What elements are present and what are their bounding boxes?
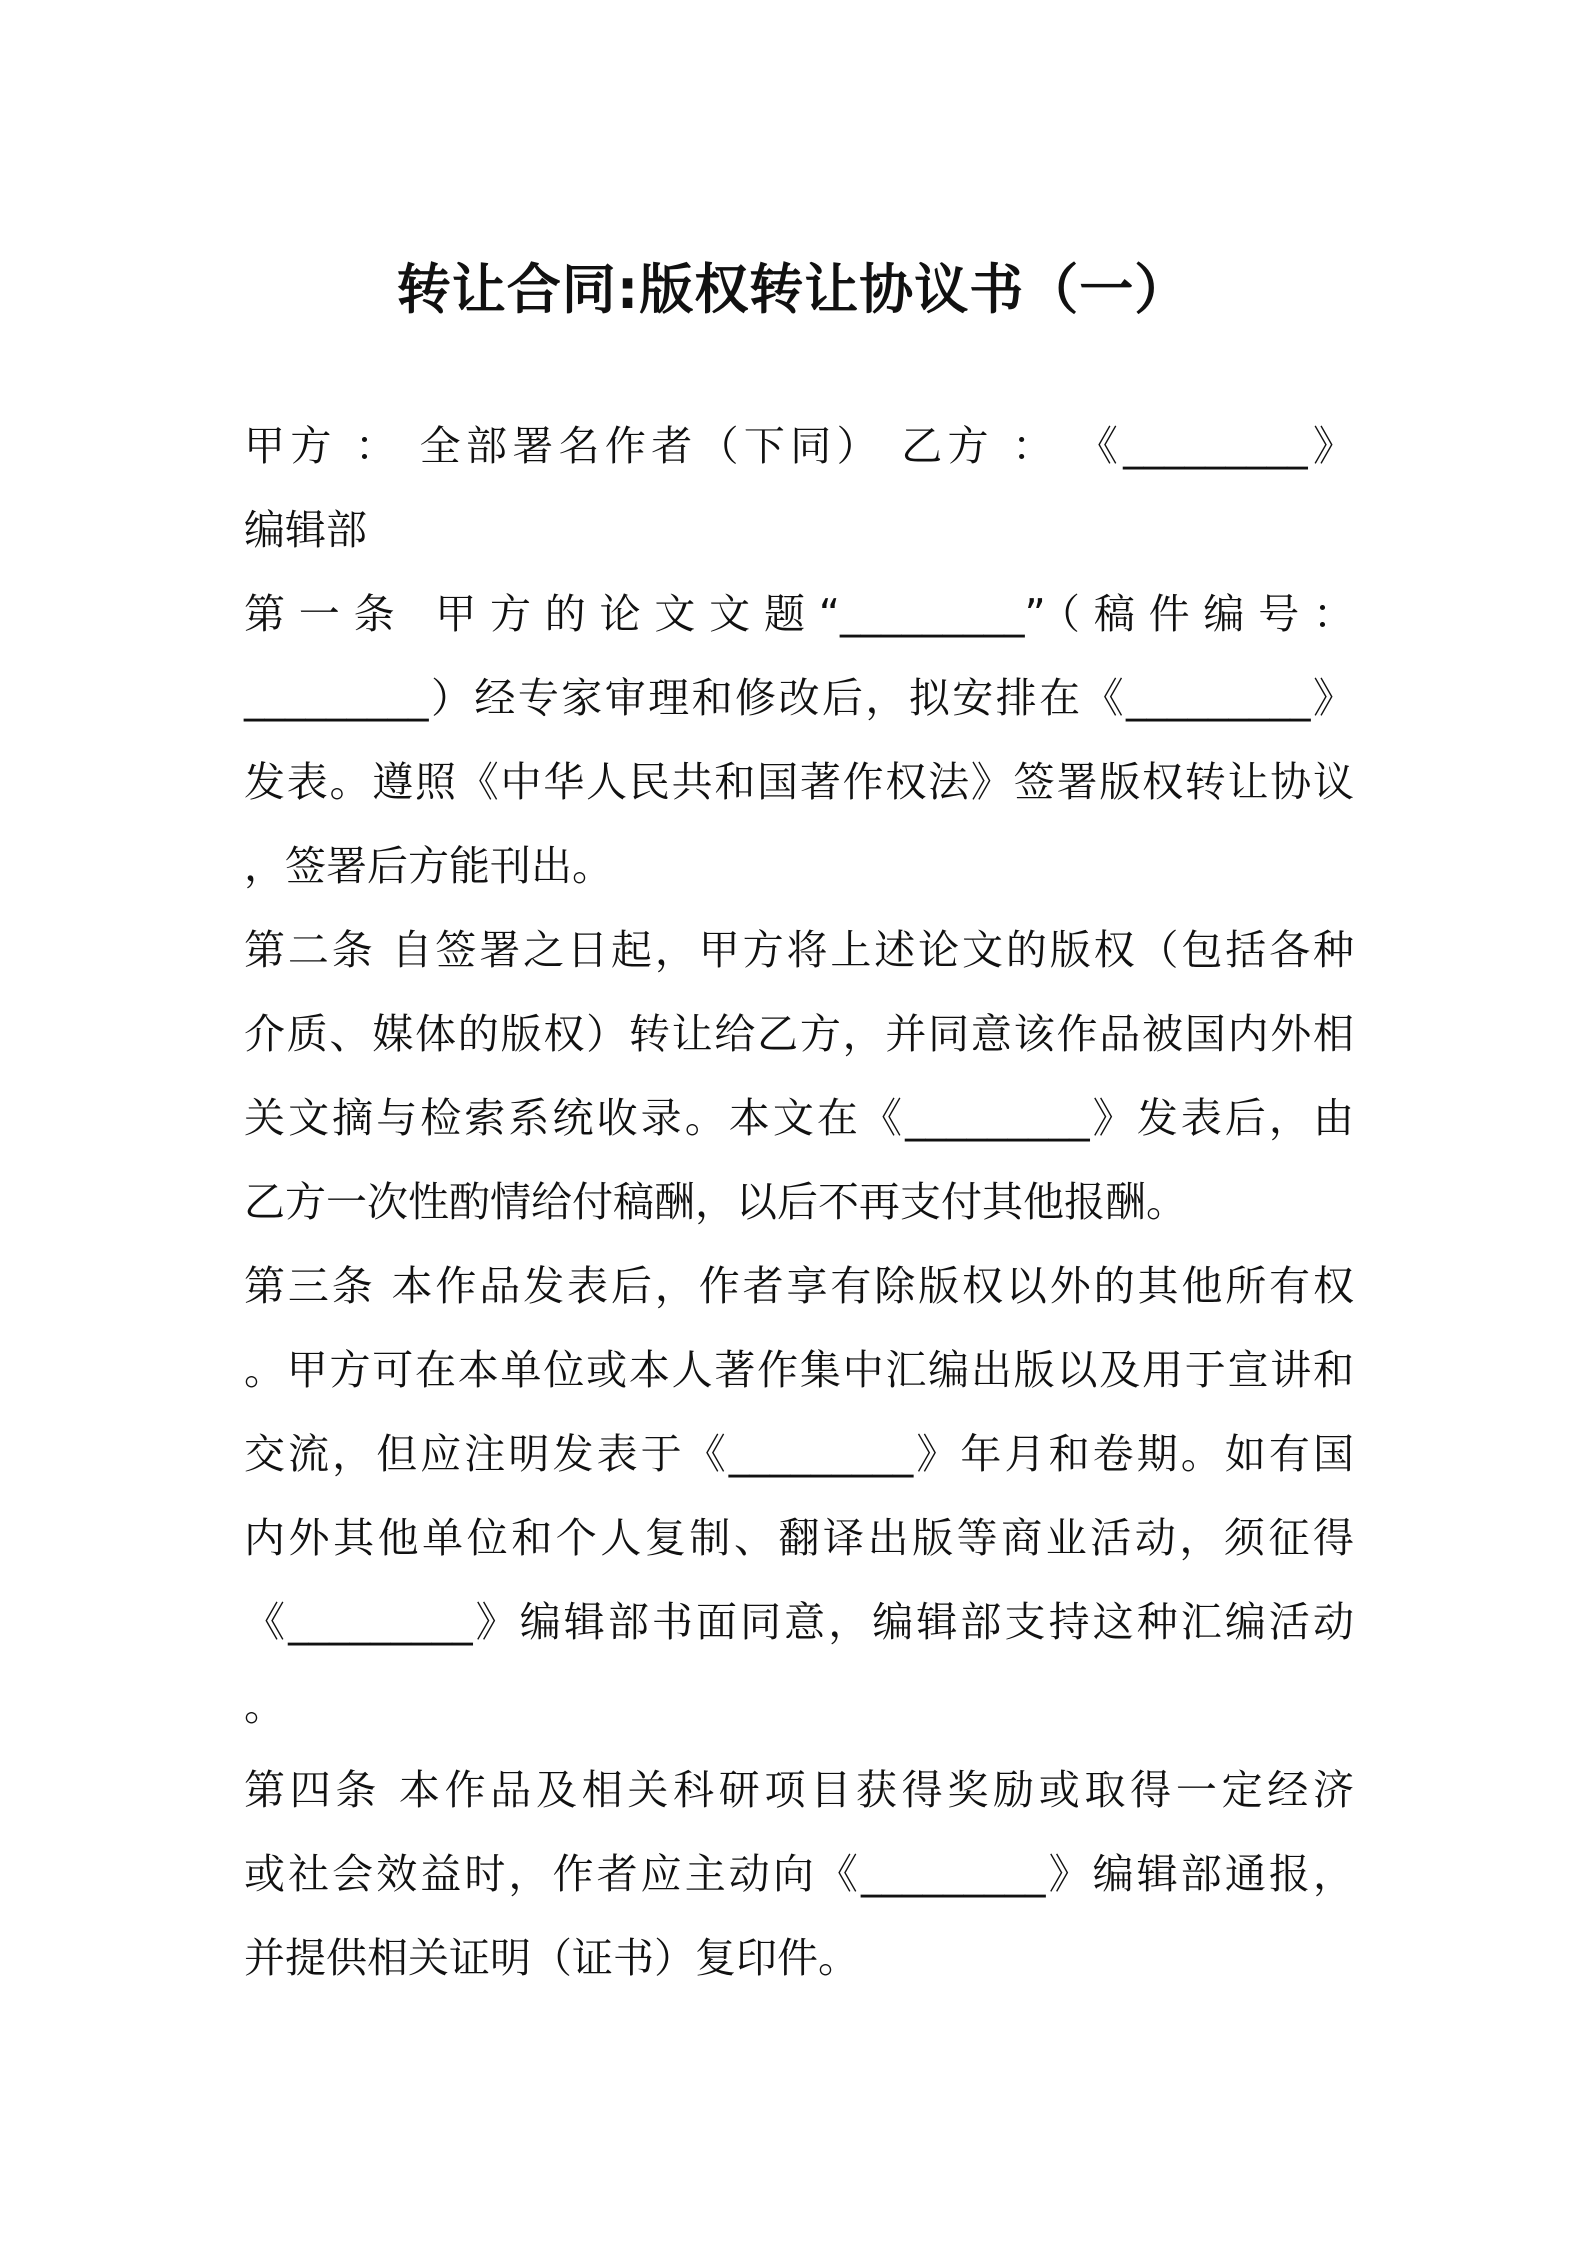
article-4-line: 或社会效益时，作者应主动向《_________》编辑部通报， xyxy=(244,1850,1354,1898)
article-3-line: 交流，但应注明发表于《_________》年月和卷期。如有国 xyxy=(244,1430,1354,1478)
article-2-line: 介质、媒体的版权）转让给乙方，并同意该作品被国内外相 xyxy=(244,1010,1354,1058)
article-4-line: 第四条 本作品及相关科研项目获得奖励或取得一定经济 xyxy=(244,1766,1354,1814)
party-line: 甲方 ： 全部署名作者（下同） 乙方 ： 《_________》 xyxy=(244,422,1354,470)
article-3-line: 内外其他单位和个人复制、翻译出版等商业活动，须征得 xyxy=(244,1514,1354,1562)
document-title: 转让合同:版权转让协议书（一） xyxy=(396,258,1190,321)
article-2-line: 第二条 自签署之日起，甲方将上述论文的版权（包括各种 xyxy=(244,926,1354,974)
article-1-line: _________）经专家审理和修改后，拟安排在《_________》 xyxy=(244,674,1354,722)
document-body xyxy=(244,404,1354,2000)
article-2-line: 乙方一次性酌情给付稿酬，以后不再支付其他报酬。 xyxy=(244,1178,1187,1226)
party-line-continued: 编辑部 xyxy=(244,506,367,554)
article-3-line: 。 xyxy=(244,1682,285,1730)
article-1-line: ，签署后方能刊出。 xyxy=(244,842,613,890)
article-3-line: 《_________》编辑部书面同意，编辑部支持这种汇编活动 xyxy=(244,1598,1354,1646)
article-1-line: 发表。遵照《中华人民共和国著作权法》签署版权转让协议 xyxy=(244,758,1354,806)
article-3-line: 第三条 本作品发表后，作者享有除版权以外的其他所有权 xyxy=(244,1262,1354,1310)
article-1-line: 第一条 甲方的论文文题“_________”（稿件编号： xyxy=(244,590,1354,638)
article-2-line: 关文摘与检索系统收录。本文在《_________》发表后，由 xyxy=(244,1094,1354,1142)
article-4-line: 并提供相关证明（证书）复印件。 xyxy=(244,1934,859,1982)
article-3-line: 。甲方可在本单位或本人著作集中汇编出版以及用于宣讲和 xyxy=(244,1346,1354,1394)
